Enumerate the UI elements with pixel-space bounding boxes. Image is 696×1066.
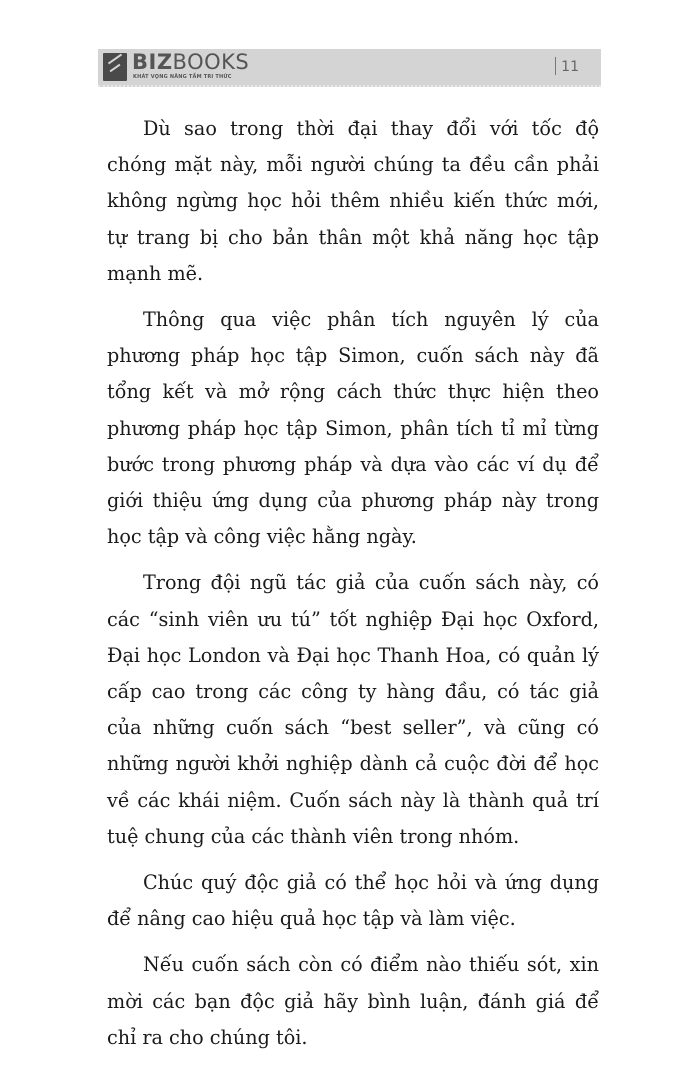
paragraph: Chúc quý độc giả có thể học hỏi và ứng dụng để nâng cao hiệu quả học tập và làm việc. xyxy=(107,871,599,931)
paragraph: Dù sao trong thời đại thay đổi với tốc độ chóng mặt này, mỗi người chúng ta đều cần phải không ngừng học hỏi thêm nhiều kiến thức mới, tự trang bị cho bản thân một khả năng học tập mạnh mẽ. xyxy=(107,117,599,285)
page-number-value: 11 xyxy=(561,59,579,75)
brand-name-bold: BIZ xyxy=(132,50,173,74)
body-text xyxy=(107,111,599,1066)
paragraph: Nếu cuốn sách còn có điểm nào thiếu sót, xin mời các bạn độc giả hãy bình luận, đánh giá để chỉ ra cho chúng tôi. xyxy=(107,953,599,1049)
page-number-divider xyxy=(555,57,556,75)
paragraph: Trong đội ngũ tác giả của cuốn sách này, có các “sinh viên ưu tú” tốt nghiệp Đại học Oxford, Đại học London và Đại học Thanh Hoa, có quản lý cấp cao trong các công ty hàng đầu, có tác giả của những cuốn sách “best seller”, và cũng có những người khởi nghiệp dành cả cuộc đời để học về các khái niệm. Cuốn sách này là thành quả trí tuệ chung của các thành viên trong nhóm. xyxy=(107,571,599,848)
brand-tagline: KHÁT VỌNG NÂNG TẦM TRI THỨC xyxy=(133,74,232,80)
bizbooks-logo-icon xyxy=(103,53,127,81)
brand-name xyxy=(132,51,249,73)
page-number xyxy=(555,57,579,75)
brand-name-light: BOOKS xyxy=(172,50,250,74)
page-header xyxy=(98,49,601,87)
paragraph: Thông qua việc phân tích nguyên lý của phương pháp học tập Simon, cuốn sách này đã tổng kết và mở rộng cách thức thực hiện theo phương pháp học tập Simon, phân tích tỉ mỉ từng bước trong phương pháp và dựa vào các ví dụ để giới thiệu ứng dụng của phương pháp này trong học tập và công việc hằng ngày. xyxy=(107,308,599,549)
